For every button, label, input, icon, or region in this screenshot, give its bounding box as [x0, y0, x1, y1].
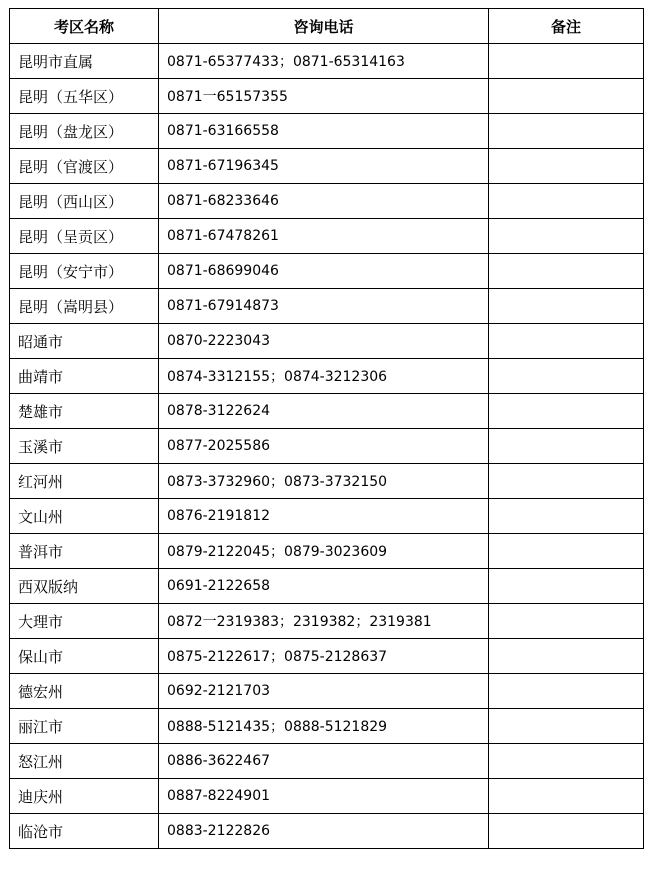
table-row [10, 394, 644, 429]
note-cell [489, 639, 644, 674]
phone-cell: 0871-68233646 [159, 184, 489, 219]
region-name-cell: 昆明市直属 [10, 44, 159, 79]
region-name-cell: 楚雄市 [10, 394, 159, 429]
table-row [10, 184, 644, 219]
phone-cell: 0871-65377433；0871-65314163 [159, 44, 489, 79]
phone-cell: 0871-67196345 [159, 149, 489, 184]
region-name-cell: 临沧市 [10, 814, 159, 849]
header-note: 备注 [489, 9, 644, 44]
region-name-cell: 迪庆州 [10, 779, 159, 814]
table-row [10, 779, 644, 814]
table-row [10, 44, 644, 79]
header-region-name: 考区名称 [10, 9, 159, 44]
table-row [10, 114, 644, 149]
header-phone: 咨询电话 [159, 9, 489, 44]
region-name-cell: 保山市 [10, 639, 159, 674]
note-cell [489, 394, 644, 429]
note-cell [489, 814, 644, 849]
phone-cell: 0878-3122624 [159, 394, 489, 429]
table-row [10, 569, 644, 604]
region-name-cell: 昆明（安宁市） [10, 254, 159, 289]
note-cell [489, 604, 644, 639]
note-cell [489, 114, 644, 149]
phone-cell: 0875-2122617；0875-2128637 [159, 639, 489, 674]
phone-cell: 0871一65157355 [159, 79, 489, 114]
note-cell [489, 499, 644, 534]
phone-cell: 0886-3622467 [159, 744, 489, 779]
table-row [10, 324, 644, 359]
table-row [10, 639, 644, 674]
note-cell [489, 324, 644, 359]
region-name-cell: 丽江市 [10, 709, 159, 744]
table-row [10, 289, 644, 324]
note-cell [489, 79, 644, 114]
region-name-cell: 德宏州 [10, 674, 159, 709]
phone-cell: 0873-3732960；0873-3732150 [159, 464, 489, 499]
region-name-cell: 昆明（盘龙区） [10, 114, 159, 149]
note-cell [489, 744, 644, 779]
phone-cell: 0870-2223043 [159, 324, 489, 359]
region-name-cell: 文山州 [10, 499, 159, 534]
note-cell [489, 674, 644, 709]
phone-cell: 0692-2121703 [159, 674, 489, 709]
note-cell [489, 569, 644, 604]
phone-cell: 0874-3312155；0874-3212306 [159, 359, 489, 394]
phone-cell: 0887-8224901 [159, 779, 489, 814]
phone-cell: 0871-63166558 [159, 114, 489, 149]
note-cell [489, 289, 644, 324]
table-row [10, 674, 644, 709]
phone-cell: 0871-68699046 [159, 254, 489, 289]
note-cell [489, 219, 644, 254]
table-row [10, 149, 644, 184]
region-name-cell: 曲靖市 [10, 359, 159, 394]
note-cell [489, 359, 644, 394]
region-name-cell: 昆明（五华区） [10, 79, 159, 114]
note-cell [489, 464, 644, 499]
region-name-cell: 西双版纳 [10, 569, 159, 604]
table-row [10, 219, 644, 254]
region-name-cell: 红河州 [10, 464, 159, 499]
note-cell [489, 184, 644, 219]
table-row [10, 604, 644, 639]
region-name-cell: 大理市 [10, 604, 159, 639]
table-row [10, 499, 644, 534]
table-row [10, 744, 644, 779]
note-cell [489, 709, 644, 744]
phone-cell: 0883-2122826 [159, 814, 489, 849]
table-header-row [10, 9, 644, 44]
region-name-cell: 昭通市 [10, 324, 159, 359]
note-cell [489, 44, 644, 79]
region-name-cell: 昆明（嵩明县） [10, 289, 159, 324]
note-cell [489, 149, 644, 184]
contact-table [9, 8, 644, 849]
region-name-cell: 玉溪市 [10, 429, 159, 464]
phone-cell: 0871-67478261 [159, 219, 489, 254]
region-name-cell: 昆明（官渡区） [10, 149, 159, 184]
region-name-cell: 昆明（西山区） [10, 184, 159, 219]
phone-cell: 0879-2122045；0879-3023609 [159, 534, 489, 569]
table-row [10, 254, 644, 289]
phone-cell: 0691-2122658 [159, 569, 489, 604]
note-cell [489, 254, 644, 289]
phone-cell: 0877-2025586 [159, 429, 489, 464]
table-row [10, 709, 644, 744]
region-name-cell: 昆明（呈贡区） [10, 219, 159, 254]
phone-cell: 0872一2319383；2319382；2319381 [159, 604, 489, 639]
table-row [10, 534, 644, 569]
phone-cell: 0888-5121435；0888-5121829 [159, 709, 489, 744]
table-row [10, 79, 644, 114]
table-row [10, 814, 644, 849]
table-row [10, 464, 644, 499]
phone-cell: 0871-67914873 [159, 289, 489, 324]
note-cell [489, 779, 644, 814]
table-row [10, 359, 644, 394]
note-cell [489, 429, 644, 464]
phone-cell: 0876-2191812 [159, 499, 489, 534]
table-row [10, 429, 644, 464]
region-name-cell: 怒江州 [10, 744, 159, 779]
note-cell [489, 534, 644, 569]
region-name-cell: 普洱市 [10, 534, 159, 569]
